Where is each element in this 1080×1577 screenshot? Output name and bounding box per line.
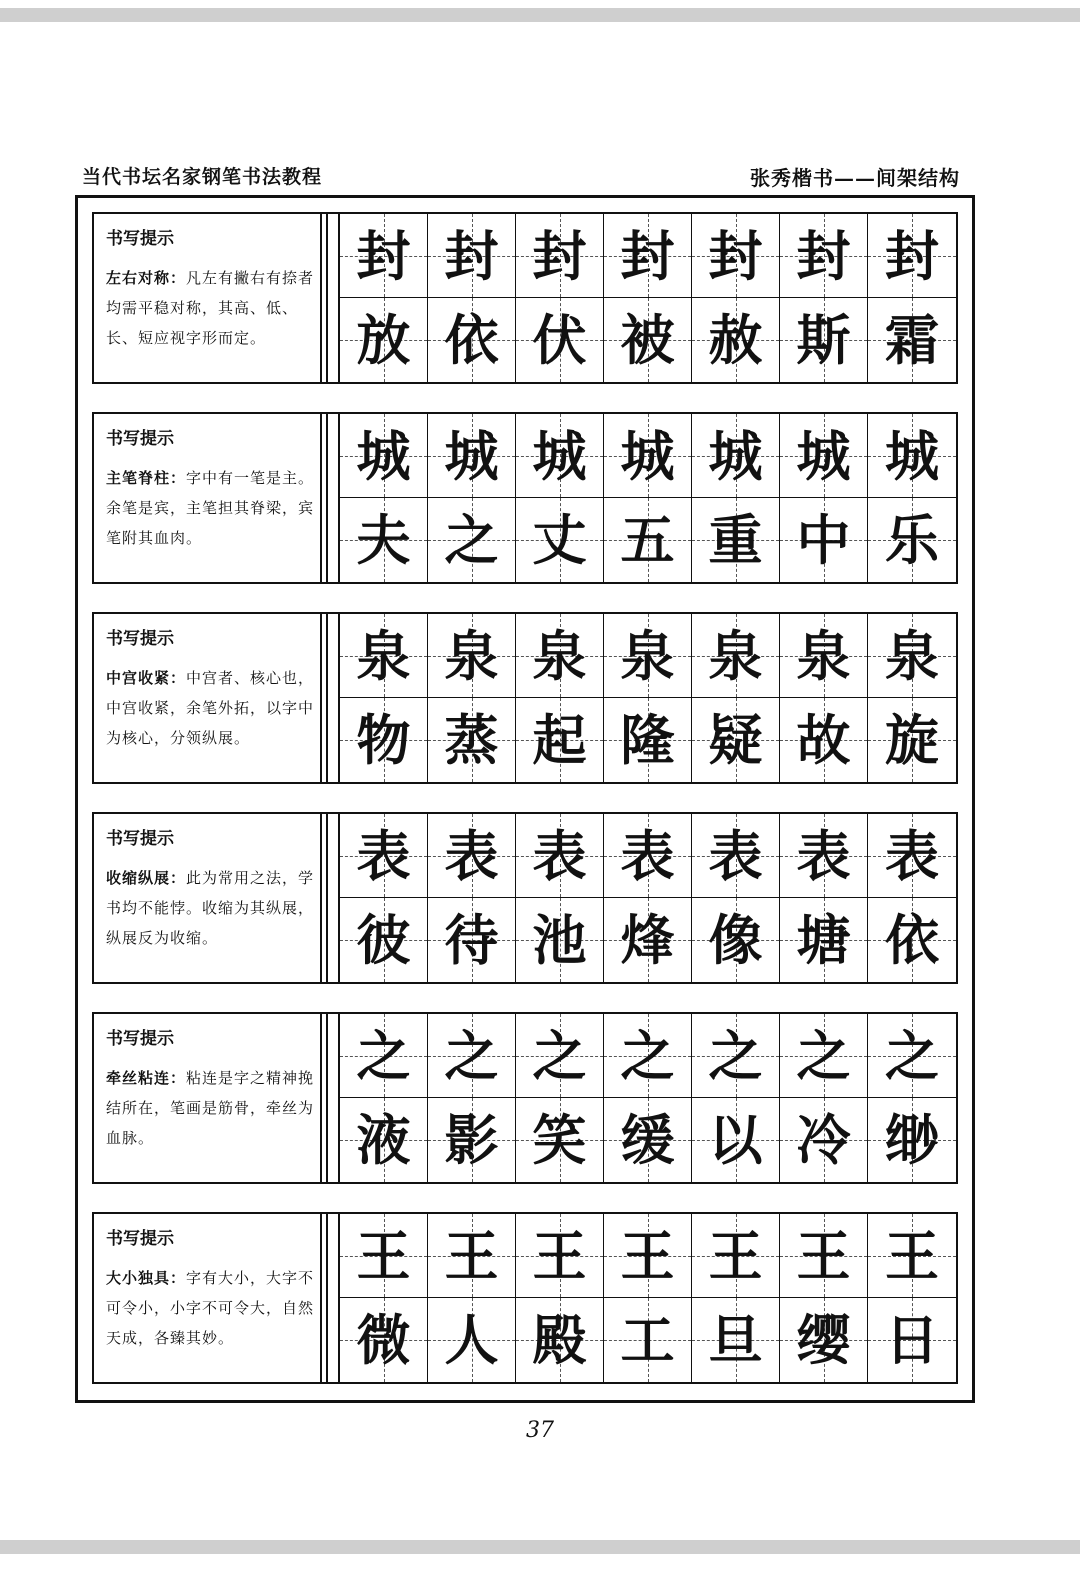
grid-cell (868, 414, 956, 498)
grid-cell (340, 698, 428, 782)
chapter-title: 张秀楷书——间架结构 (750, 166, 960, 190)
tips-heading: 收缩纵展： (106, 869, 187, 887)
practice-character: 影 (444, 1108, 499, 1172)
practice-section (92, 1012, 958, 1184)
grid-cell (692, 1098, 780, 1182)
practice-character: 封 (796, 223, 851, 288)
practice-character: 表 (444, 823, 499, 888)
practice-character: 旦 (708, 1308, 763, 1372)
grid-cell (780, 1298, 868, 1382)
practice-character: 冷 (796, 1108, 851, 1172)
grid-cell (780, 1214, 868, 1298)
grid-cell (428, 298, 516, 382)
grid-cell (692, 498, 780, 582)
practice-character: 放 (356, 308, 411, 372)
practice-character: 封 (620, 223, 675, 288)
grid-cell (604, 898, 692, 982)
practice-character: 泉 (532, 623, 587, 688)
grid-cell (516, 698, 604, 782)
practice-character: 池 (532, 908, 587, 972)
practice-character: 表 (708, 823, 763, 888)
book-title: 当代书坛名家钢笔书法教程 (82, 166, 323, 188)
practice-character: 缈 (885, 1108, 939, 1172)
grid-cell (604, 614, 692, 698)
practice-section (92, 1212, 958, 1384)
grid-cell (428, 898, 516, 982)
character-grid (338, 614, 956, 782)
practice-character: 依 (885, 908, 939, 972)
tips-text: 中宫者、核心也，中宫收紧，余笔外拓，以字中为核心，分领纵展。 (106, 669, 315, 747)
grid-cell (604, 814, 692, 898)
practice-character: 液 (356, 1108, 411, 1172)
tips-body (106, 463, 318, 553)
practice-character: 之 (708, 1023, 763, 1088)
practice-character: 封 (356, 223, 411, 288)
practice-character: 待 (444, 908, 499, 972)
grid-cell (340, 814, 428, 898)
grid-cell (428, 698, 516, 782)
grid-cell (428, 1298, 516, 1382)
practice-character: 日 (885, 1308, 939, 1372)
grid-cell (516, 214, 604, 298)
grid-cell (692, 898, 780, 982)
practice-character: 霜 (885, 308, 939, 372)
practice-character: 之 (532, 1023, 587, 1088)
practice-character: 笑 (532, 1108, 587, 1172)
practice-character: 王 (796, 1223, 851, 1288)
grid-cell (428, 498, 516, 582)
practice-character: 封 (885, 223, 939, 288)
tips-text: 字有大小，大字不可令小，小字不可令大，自然天成，各臻其妙。 (106, 1269, 315, 1347)
grid-cell (340, 614, 428, 698)
grid-cell (516, 1298, 604, 1382)
tips-body (106, 663, 318, 753)
grid-cell (428, 214, 516, 298)
practice-character: 封 (444, 223, 499, 288)
grid-cell (692, 1014, 780, 1098)
practice-character: 之 (444, 508, 499, 572)
grid-cell (780, 1098, 868, 1182)
practice-character: 泉 (444, 623, 499, 688)
grid-cell (604, 414, 692, 498)
grid-cell (428, 1214, 516, 1298)
grid-cell (868, 614, 956, 698)
practice-character: 伏 (532, 308, 587, 372)
practice-character: 旋 (885, 708, 939, 772)
practice-character: 王 (620, 1223, 675, 1288)
practice-character: 乐 (885, 508, 939, 572)
grid-cell (604, 498, 692, 582)
grid-cell (780, 414, 868, 498)
tips-text: 此为常用之法，学书均不能悖。收缩为其纵展，纵展反为收缩。 (106, 869, 315, 947)
practice-character: 疑 (708, 708, 763, 772)
practice-character: 城 (356, 423, 411, 488)
writing-tips (94, 414, 328, 582)
practice-character: 工 (620, 1308, 675, 1372)
grid-cell (868, 298, 956, 382)
practice-character: 故 (796, 708, 851, 772)
grid-cell (604, 298, 692, 382)
practice-section (92, 812, 958, 984)
grid-cell (692, 298, 780, 382)
practice-character: 五 (620, 508, 675, 572)
grid-cell (868, 1214, 956, 1298)
tips-heading: 牵丝粘连： (106, 1069, 187, 1087)
tips-text: 粘连是字之精神挽结所在，笔画是筋骨，牵丝为血脉。 (106, 1069, 315, 1147)
practice-character: 城 (796, 423, 851, 488)
grid-cell (692, 698, 780, 782)
practice-character: 封 (708, 223, 763, 288)
tips-heading: 主笔脊柱： (106, 469, 187, 487)
grid-cell (340, 1298, 428, 1382)
practice-character: 被 (620, 308, 675, 372)
tips-body (106, 1063, 318, 1153)
practice-character: 城 (885, 423, 939, 488)
practice-character: 之 (796, 1023, 851, 1088)
practice-character: 王 (885, 1223, 939, 1288)
grid-cell (516, 814, 604, 898)
tips-body (106, 863, 318, 953)
practice-character: 泉 (708, 623, 763, 688)
grid-cell (868, 898, 956, 982)
grid-cell (516, 298, 604, 382)
practice-character: 王 (356, 1223, 411, 1288)
grid-cell (604, 698, 692, 782)
practice-character: 泉 (796, 623, 851, 688)
grid-cell (780, 498, 868, 582)
grid-cell (516, 1214, 604, 1298)
tips-title: 书写提示 (106, 829, 174, 849)
practice-section (92, 212, 958, 384)
grid-cell (692, 1214, 780, 1298)
grid-cell (516, 898, 604, 982)
practice-character: 塘 (796, 908, 851, 972)
practice-character: 泉 (620, 623, 675, 688)
grid-cell (868, 1298, 956, 1382)
tips-title: 书写提示 (106, 1029, 174, 1049)
practice-character: 重 (708, 508, 763, 572)
grid-cell (428, 1098, 516, 1182)
character-grid (338, 1214, 956, 1382)
practice-character: 城 (532, 423, 587, 488)
practice-character: 城 (444, 423, 499, 488)
grid-cell (428, 1014, 516, 1098)
grid-cell (868, 498, 956, 582)
practice-section (92, 412, 958, 584)
grid-cell (868, 1098, 956, 1182)
practice-character: 起 (532, 708, 587, 772)
grid-cell (428, 414, 516, 498)
grid-cell (340, 1014, 428, 1098)
tips-title: 书写提示 (106, 429, 174, 449)
grid-cell (868, 814, 956, 898)
practice-character: 表 (620, 823, 675, 888)
practice-character: 王 (532, 1223, 587, 1288)
grid-cell (780, 898, 868, 982)
practice-character: 人 (444, 1308, 499, 1372)
grid-cell (692, 214, 780, 298)
tips-title: 书写提示 (106, 229, 174, 249)
character-grid (338, 414, 956, 582)
practice-character: 微 (356, 1308, 411, 1372)
grid-cell (516, 498, 604, 582)
practice-character: 之 (620, 1023, 675, 1088)
practice-character: 封 (532, 223, 587, 288)
practice-character: 表 (532, 823, 587, 888)
grid-cell (780, 298, 868, 382)
grid-cell (780, 1014, 868, 1098)
tips-text: 字中有一笔是主。余笔是宾，主笔担其脊梁，宾笔附其血肉。 (106, 469, 315, 547)
practice-character: 丈 (532, 508, 587, 572)
practice-character: 泉 (356, 623, 411, 688)
practice-character: 之 (885, 1023, 939, 1088)
practice-character: 之 (356, 1023, 411, 1088)
practice-character: 依 (444, 308, 499, 372)
grid-cell (780, 614, 868, 698)
practice-character: 城 (620, 423, 675, 488)
practice-character: 烽 (620, 908, 675, 972)
practice-character: 像 (708, 908, 763, 972)
grid-cell (692, 614, 780, 698)
practice-character: 夫 (356, 508, 411, 572)
tips-heading: 左右对称： (106, 269, 187, 287)
grid-cell (868, 698, 956, 782)
writing-tips (94, 1214, 328, 1382)
tips-heading: 中宫收紧： (106, 669, 187, 687)
grid-cell (604, 1214, 692, 1298)
grid-cell (780, 698, 868, 782)
writing-tips (94, 214, 328, 382)
grid-cell (340, 298, 428, 382)
grid-cell (340, 414, 428, 498)
practice-character: 物 (356, 708, 411, 772)
grid-cell (340, 1214, 428, 1298)
practice-section (92, 612, 958, 784)
grid-cell (604, 1298, 692, 1382)
writing-tips (94, 1014, 328, 1182)
grid-cell (516, 1098, 604, 1182)
grid-cell (868, 1014, 956, 1098)
practice-character: 城 (708, 423, 763, 488)
grid-cell (340, 1098, 428, 1182)
grid-cell (340, 214, 428, 298)
page-number: 37 (526, 1418, 554, 1443)
practice-character: 隆 (620, 708, 675, 772)
character-grid (338, 1014, 956, 1182)
practice-character: 表 (796, 823, 851, 888)
practice-character: 泉 (885, 623, 939, 688)
grid-cell (340, 498, 428, 582)
practice-character: 缨 (796, 1308, 851, 1372)
practice-character: 表 (356, 823, 411, 888)
grid-cell (604, 214, 692, 298)
tips-body (106, 263, 318, 353)
practice-character: 王 (444, 1223, 499, 1288)
practice-character: 蒸 (444, 708, 499, 772)
tips-heading: 大小独具： (106, 1269, 187, 1287)
grid-cell (516, 614, 604, 698)
grid-cell (428, 614, 516, 698)
practice-character: 斯 (796, 308, 851, 372)
grid-cell (516, 1014, 604, 1098)
practice-character: 中 (796, 508, 851, 572)
writing-tips (94, 814, 328, 982)
practice-character: 彼 (356, 908, 411, 972)
grid-cell (516, 414, 604, 498)
top-gray-band (0, 8, 1080, 22)
tips-title: 书写提示 (106, 1229, 174, 1249)
practice-character: 殿 (532, 1308, 587, 1372)
practice-character: 赦 (708, 308, 763, 372)
practice-character: 以 (708, 1108, 763, 1172)
grid-cell (692, 1298, 780, 1382)
grid-cell (428, 814, 516, 898)
grid-cell (692, 814, 780, 898)
tips-title: 书写提示 (106, 629, 174, 649)
practice-character: 之 (444, 1023, 499, 1088)
grid-cell (692, 414, 780, 498)
writing-tips (94, 614, 328, 782)
character-grid (338, 814, 956, 982)
grid-cell (868, 214, 956, 298)
character-grid (338, 214, 956, 382)
grid-cell (340, 898, 428, 982)
grid-cell (780, 814, 868, 898)
bottom-gray-band (0, 1540, 1080, 1554)
grid-cell (604, 1098, 692, 1182)
grid-cell (780, 214, 868, 298)
tips-text: 凡左有撇右有捺者均需平稳对称，其高、低、长、短应视字形而定。 (106, 269, 315, 347)
practice-character: 表 (885, 823, 939, 888)
practice-character: 王 (708, 1223, 763, 1288)
grid-cell (604, 1014, 692, 1098)
tips-body (106, 1263, 318, 1353)
practice-character: 缓 (620, 1108, 675, 1172)
